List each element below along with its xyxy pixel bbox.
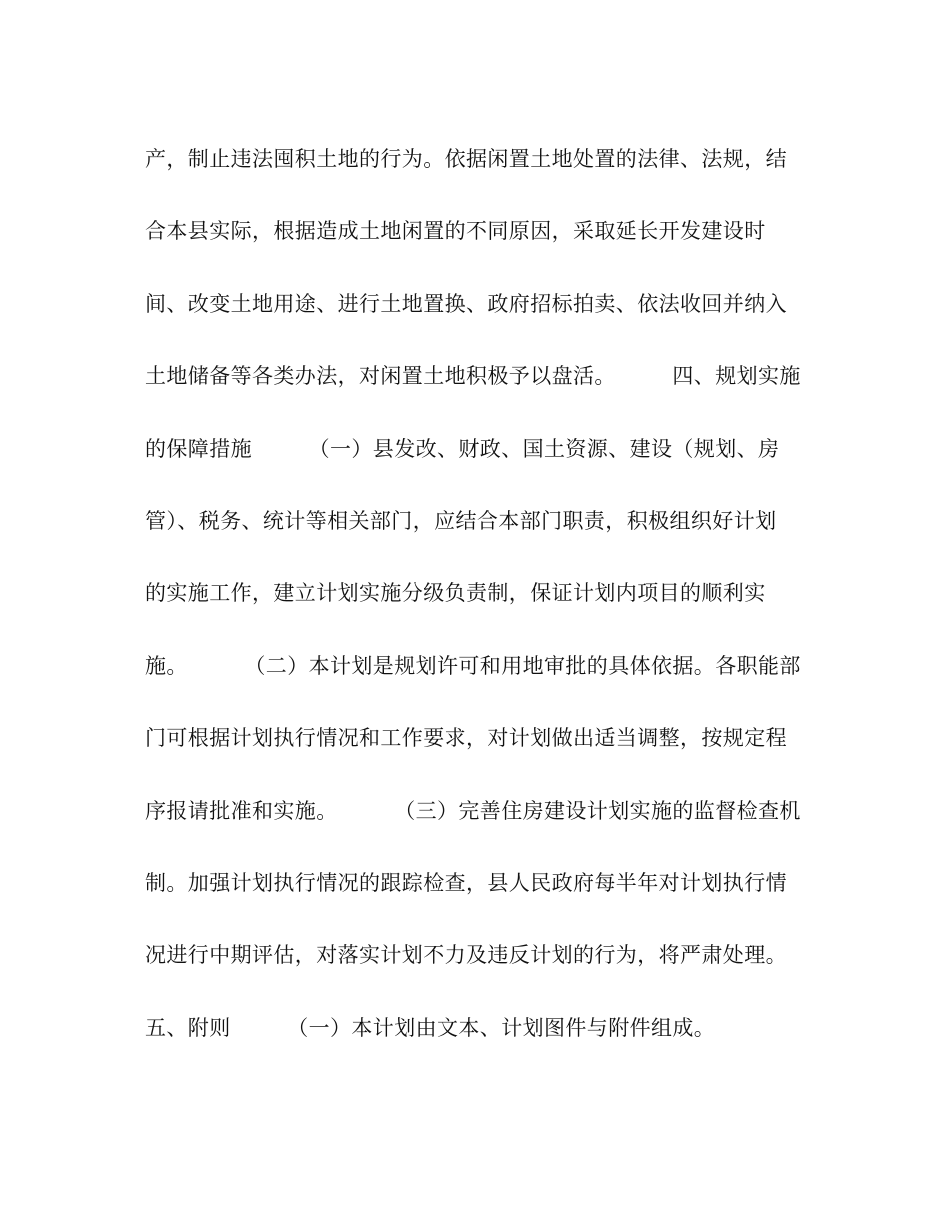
text-line-4: 土地储备等各类办法，对闲置土地积极予以盘活。 四、规划实施 [145, 364, 801, 389]
text-line-7: 的实施工作，建立计划实施分级负责制，保证计划内项目的顺利实 [145, 581, 766, 606]
text-line-5: 的保障措施 （一）县发改、财政、国土资源、建设（规划、房 [145, 436, 780, 461]
text-line-12: 况进行中期评估，对落实计划不力及违反计划的行为，将严肃处理。 [145, 943, 787, 968]
text-line-11: 制。加强计划执行情况的跟踪检查，县人民政府每半年对计划执行情 [145, 870, 787, 895]
text-line-9: 门可根据计划执行情况和工作要求，对计划做出适当调整，按规定程 [145, 726, 787, 751]
text-line-13: 五、附则 （一）本计划由文本、计划图件与附件组成。 [145, 1015, 716, 1040]
text-line-8: 施。 （二）本计划是规划许可和用地审批的具体依据。各职能部 [145, 653, 801, 678]
text-line-6: 管）、税务、统计等相关部门，应结合本部门职责，积极组织好计划 [145, 508, 777, 533]
text-line-1: 产，制止违法囤积土地的行为。依据闲置土地处置的法律、法规，结 [145, 147, 787, 171]
text-line-2: 合本县实际，根据造成土地闲置的不同原因，采取延长开发建设时 [145, 219, 766, 244]
text-line-10: 序报请批准和实施。 （三）完善住房建设计划实施的监督检查机 [145, 798, 801, 823]
body-text [145, 136, 805, 1077]
text-line-3: 间、改变土地用途、进行土地置换、政府招标拍卖、依法收回并纳入 [145, 291, 787, 316]
